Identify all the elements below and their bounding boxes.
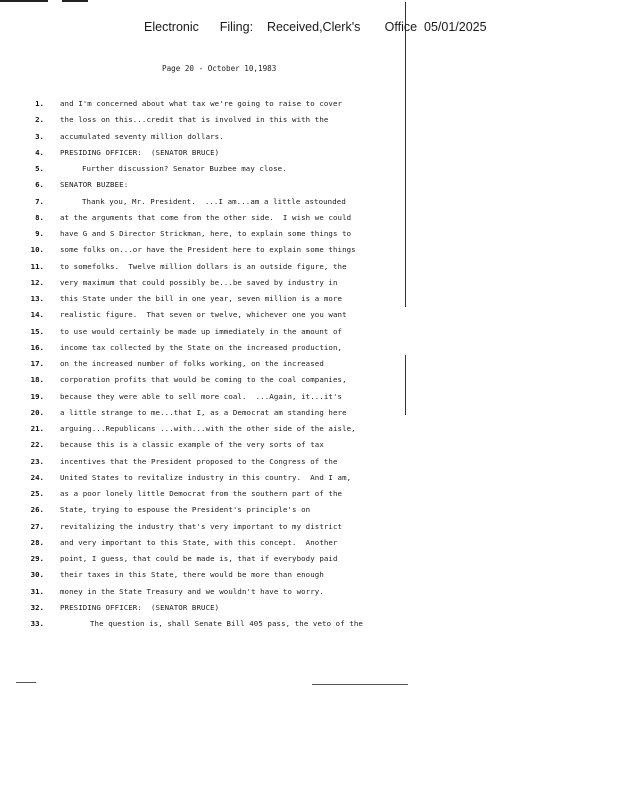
transcript-line xyxy=(0,473,618,487)
line-number: 30. xyxy=(30,570,44,580)
line-number: 8. xyxy=(35,212,44,222)
scan-artifact xyxy=(16,682,36,683)
line-number: 22. xyxy=(30,440,44,450)
line-text: the loss on this...credit that is involved in this with the xyxy=(60,115,329,125)
line-text: Further discussion? Senator Buzbee may close. xyxy=(82,164,287,173)
scan-mark-left xyxy=(0,0,48,2)
line-text: corporation profits that would be coming to the coal companies, xyxy=(60,375,347,385)
line-text: their taxes in this State, there would be more than enough xyxy=(60,570,324,580)
line-text: Thank you, Mr. President. ...I am...am a little astounded xyxy=(82,196,346,206)
scan-mark-left-2 xyxy=(62,0,88,2)
line-number: 7. xyxy=(35,196,44,206)
line-number: 31. xyxy=(30,586,44,596)
transcript-line xyxy=(0,392,618,406)
line-text: accumulated seventy million dollars. xyxy=(60,131,224,141)
line-text: PRESIDING OFFICER: (SENATOR BRUCE) xyxy=(60,147,220,157)
transcript-line xyxy=(0,375,618,389)
line-number: 27. xyxy=(30,521,44,531)
line-text: have G and S Director Strickman, here, to explain some things to xyxy=(60,229,352,238)
line-text: at the arguments that come from the other side. I wish we could xyxy=(60,212,352,222)
line-text: and I'm concerned about what tax we're going to raise to cover xyxy=(60,99,343,108)
line-text: realistic figure. That seven or twelve, whichever one you want xyxy=(60,310,347,320)
line-text: to use would certainly be made up immediately in the amount of xyxy=(60,326,343,336)
transcript-line xyxy=(0,424,618,438)
transcript-line xyxy=(0,180,618,194)
transcript-line xyxy=(0,245,618,259)
line-number: 23. xyxy=(30,456,44,466)
transcript-line xyxy=(0,262,618,276)
line-number: 6. xyxy=(35,180,44,190)
transcript-line xyxy=(0,115,618,129)
line-number: 17. xyxy=(30,359,44,368)
line-number: 20. xyxy=(30,407,44,417)
line-number: 13. xyxy=(30,294,44,303)
line-text: because this is a classic example of the very sorts of tax xyxy=(60,440,324,450)
transcript-line xyxy=(0,132,618,146)
transcript-line xyxy=(0,99,618,113)
transcript-line xyxy=(0,359,618,373)
line-text: State, trying to espouse the President's principle's on xyxy=(60,505,311,515)
page-header: Page 20 - October 10,1983 xyxy=(162,64,277,73)
line-number: 4. xyxy=(35,147,44,157)
line-text: The question is, shall Senate Bill 405 pass, the veto of the xyxy=(90,619,363,628)
transcript-line xyxy=(0,343,618,357)
line-number: 9. xyxy=(35,229,44,238)
transcript-line xyxy=(0,505,618,519)
line-text: very maximum that could possibly be...be saved by industry in xyxy=(60,277,338,287)
line-text: income tax collected by the State on the increased production, xyxy=(60,342,343,352)
line-number: 5. xyxy=(35,164,44,173)
scan-artifact-2 xyxy=(312,684,408,685)
line-number: 12. xyxy=(30,277,44,287)
transcript-line xyxy=(0,327,618,341)
transcript-line xyxy=(0,229,618,243)
line-number: 11. xyxy=(30,261,44,271)
line-number: 29. xyxy=(30,554,44,563)
line-number: 19. xyxy=(30,391,44,401)
transcript-line xyxy=(0,587,618,601)
line-text: because they were able to sell more coal. ...Again, it...it's xyxy=(60,391,343,401)
line-number: 16. xyxy=(30,342,44,352)
line-text: revitalizing the industry that's very important to my district xyxy=(60,521,343,531)
transcript-line xyxy=(0,408,618,422)
transcript-line xyxy=(0,538,618,552)
line-number: 25. xyxy=(30,489,44,498)
transcript-line xyxy=(0,197,618,211)
transcript-line xyxy=(0,554,618,568)
line-text: incentives that the President proposed to the Congress of the xyxy=(60,456,338,466)
line-text: United States to revitalize industry in this country. And I am, xyxy=(60,472,352,482)
line-number: 33. xyxy=(30,619,44,628)
line-number: 1. xyxy=(35,99,44,108)
transcript-line xyxy=(0,522,618,536)
line-number: 18. xyxy=(30,375,44,385)
transcript-line xyxy=(0,603,618,617)
line-number: 14. xyxy=(30,310,44,320)
line-text: and very important to this State, with this concept. Another xyxy=(60,537,338,547)
transcript-line xyxy=(0,570,618,584)
line-text: to somefolks. Twelve million dollars is an outside figure, the xyxy=(60,261,347,271)
line-text: some folks on...or have the President here to explain some things xyxy=(60,245,356,255)
line-number: 10. xyxy=(30,245,44,255)
line-number: 3. xyxy=(35,131,44,141)
transcript-line xyxy=(0,213,618,227)
line-number: 15. xyxy=(30,326,44,336)
line-number: 21. xyxy=(30,424,44,433)
transcript-line xyxy=(0,489,618,503)
transcript-line xyxy=(0,619,618,633)
line-text: SENATOR BUZBEE: xyxy=(60,180,129,190)
line-number: 28. xyxy=(30,537,44,547)
line-text: this State under the bill in one year, seven million is a more xyxy=(60,294,343,303)
line-number: 2. xyxy=(35,115,44,125)
line-text: money in the State Treasury and we wouldn't have to worry. xyxy=(60,586,324,596)
line-text: on the increased number of folks working, on the increased xyxy=(60,359,324,368)
line-text: point, I guess, that could be made is, that if everybody paid xyxy=(60,554,338,563)
line-text: as a poor lonely little Democrat from the southern part of the xyxy=(60,489,343,498)
line-number: 24. xyxy=(30,472,44,482)
line-text: arguing...Republicans ...with...with the other side of the aisle, xyxy=(60,424,356,433)
transcript-line xyxy=(0,440,618,454)
line-text: PRESIDING OFFICER: (SENATOR BRUCE) xyxy=(60,602,220,612)
line-text: a little strange to me...that I, as a Democrat am standing here xyxy=(60,407,347,417)
transcript-line xyxy=(0,457,618,471)
transcript-line xyxy=(0,278,618,292)
line-number: 32. xyxy=(30,602,44,612)
transcript-line xyxy=(0,148,618,162)
transcript-line xyxy=(0,164,618,178)
transcript-line xyxy=(0,310,618,324)
line-number: 26. xyxy=(30,505,44,515)
filing-stamp: Electronic Filing: Received,Clerk's Office 05/01/2025 xyxy=(144,20,487,34)
transcript-line xyxy=(0,294,618,308)
